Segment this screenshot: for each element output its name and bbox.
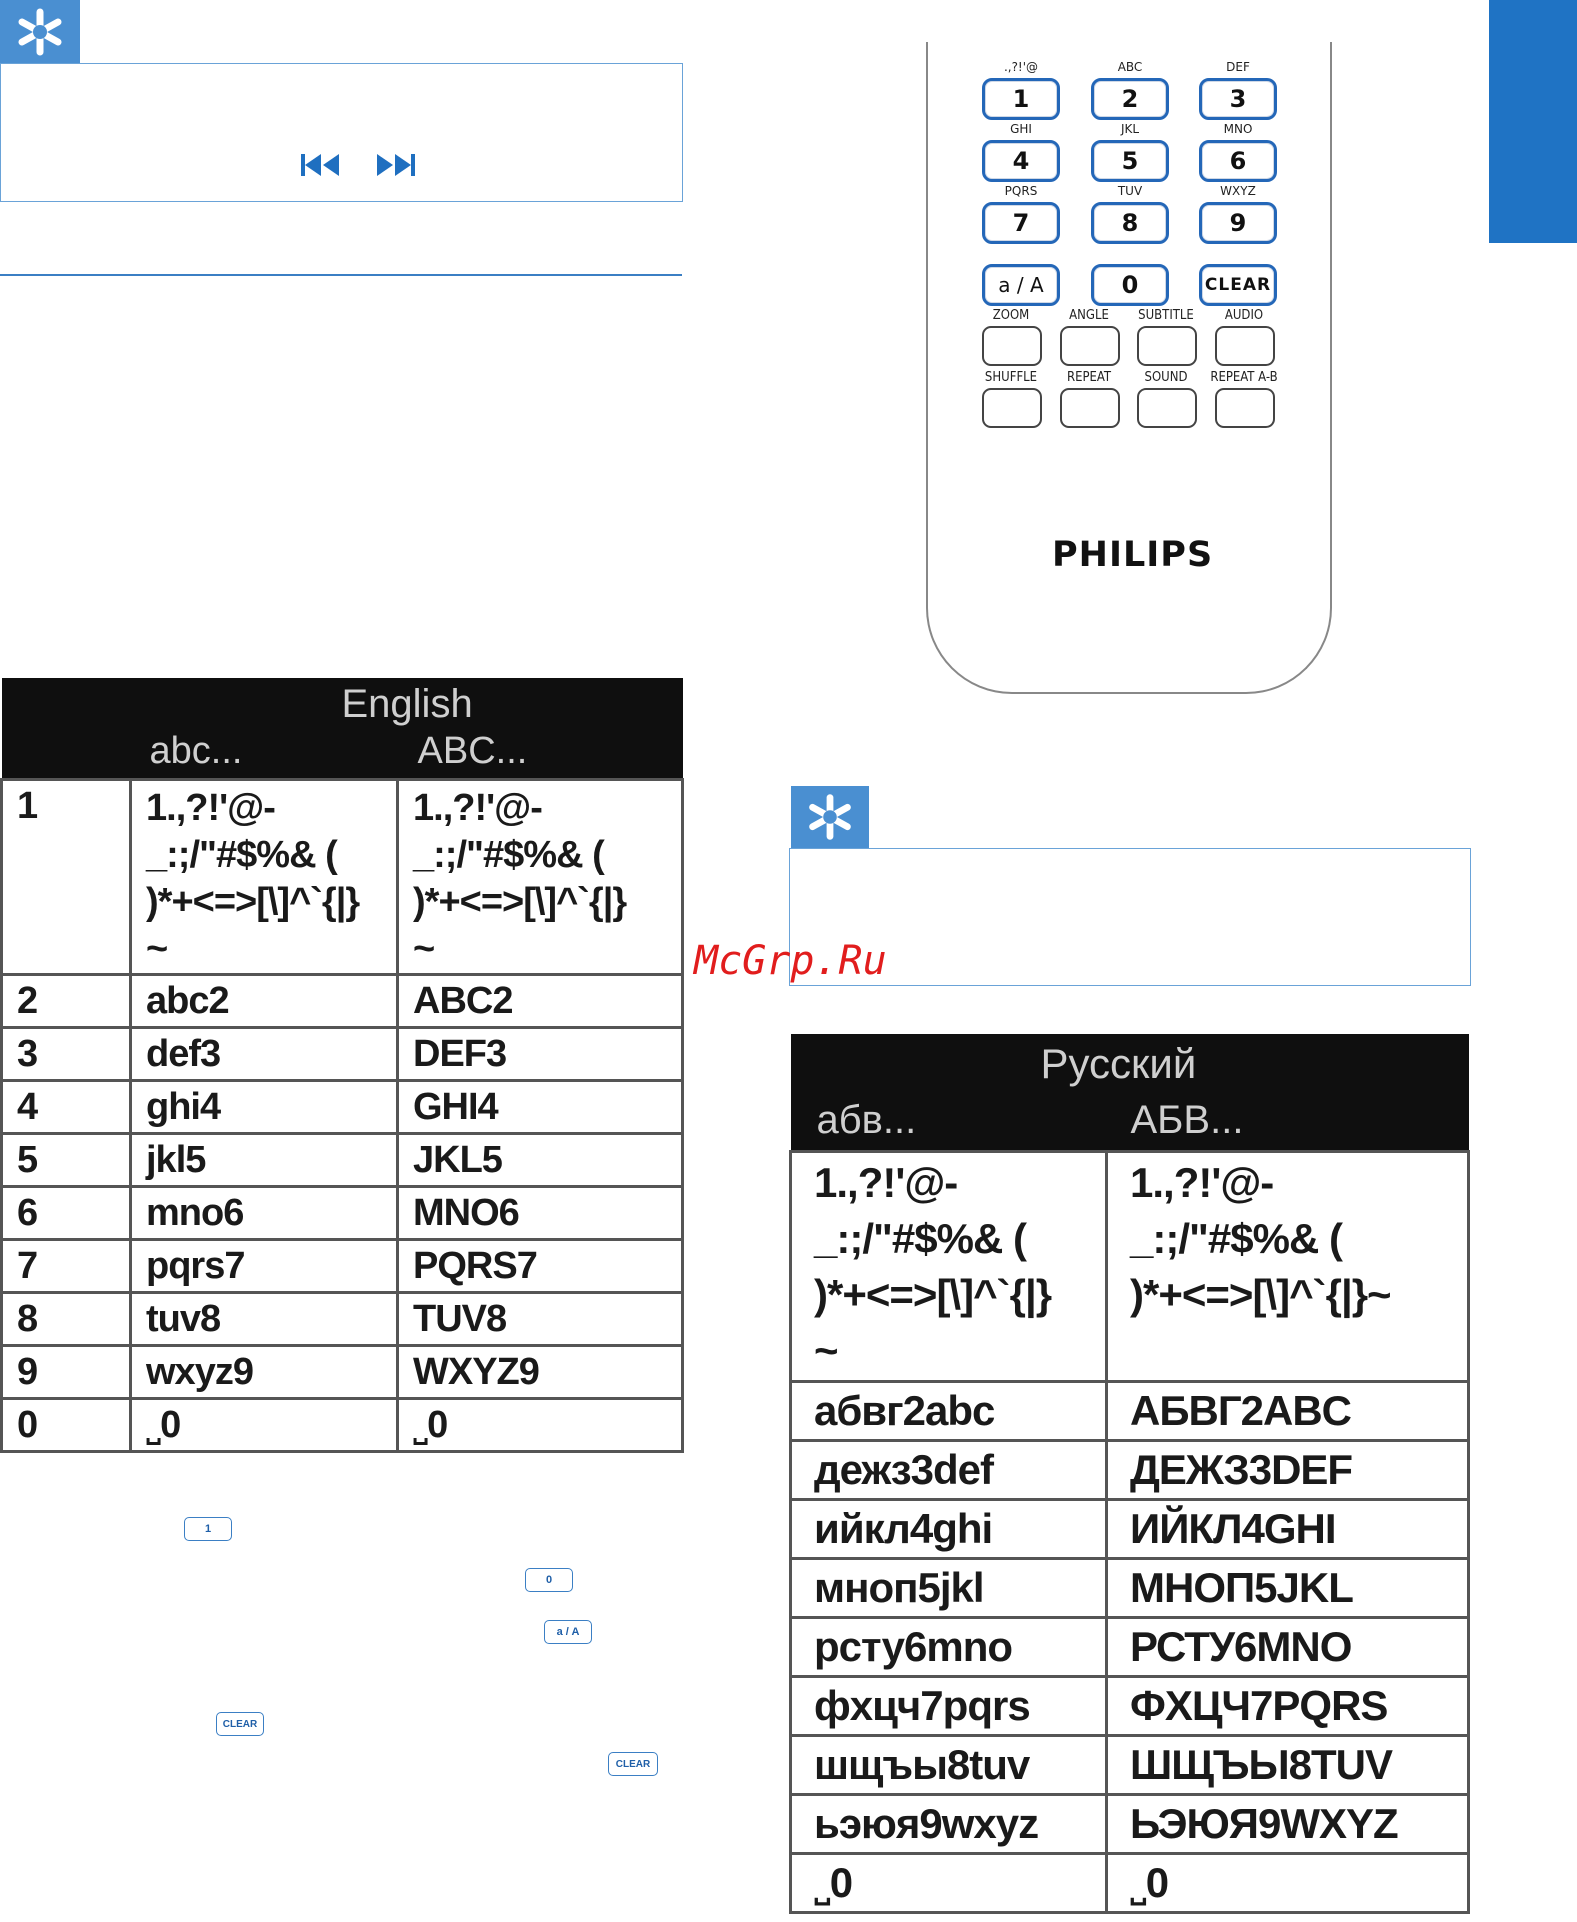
digit-key-1[interactable]: 1 xyxy=(982,78,1060,120)
key-caption: WXYZ xyxy=(1220,184,1256,198)
tip-box xyxy=(0,63,683,202)
function-key[interactable] xyxy=(1215,326,1275,366)
table-cell: tuv8 xyxy=(131,1293,398,1346)
table-cell: РСТУ6MNO xyxy=(1107,1618,1469,1677)
function-key-label: ANGLE xyxy=(1069,308,1109,323)
table-cell: 6 xyxy=(2,1187,131,1240)
symbols-lower: 1.,?!'@- _:;/"#$%& ( )*+<=>[\]^`{|} ~ xyxy=(791,1152,1107,1382)
key-caption: PQRS xyxy=(1004,184,1038,198)
digit-key-3[interactable]: 3 xyxy=(1199,78,1277,120)
table-cell: 8 xyxy=(2,1293,131,1346)
table-cell: jkl5 xyxy=(131,1134,398,1187)
symbols-upper: 1.,?!'@- _:;/"#$%& ( )*+<=>[\]^`{|}~ xyxy=(1107,1152,1469,1382)
symbols-lower: 1.,?!'@- _:;/"#$%& ( )*+<=>[\]^`{|} ~ xyxy=(131,780,398,975)
tip-badge xyxy=(791,786,869,848)
table-cell: wxyz9 xyxy=(131,1346,398,1399)
table-cell: шщъы8tuv xyxy=(791,1736,1107,1795)
function-key-label: REPEAT A-B xyxy=(1210,370,1278,385)
table-cell: WXYZ9 xyxy=(398,1346,683,1399)
key-caption: TUV xyxy=(1117,184,1143,198)
inline-key-clear: CLEAR xyxy=(216,1712,264,1736)
table-cell: мноп5jkl xyxy=(791,1559,1107,1618)
function-key[interactable] xyxy=(1060,388,1120,428)
inline-key-case: a / A xyxy=(544,1620,592,1644)
table-cell: МНОП5JKL xyxy=(1107,1559,1469,1618)
table-row xyxy=(2,1134,683,1187)
upper-header: АБВ... xyxy=(1130,1098,1244,1142)
lower-header: abc... xyxy=(149,730,243,772)
function-key[interactable] xyxy=(982,326,1042,366)
table-cell: ийкл4ghi xyxy=(791,1500,1107,1559)
watermark: McGrp.Ru xyxy=(694,938,887,984)
key-caption: MNO xyxy=(1223,122,1253,136)
symbols-upper: 1.,?!'@- _:;/"#$%& ( )*+<=>[\]^`{|} ~ xyxy=(398,780,683,975)
function-key[interactable] xyxy=(1137,388,1197,428)
case-toggle-key[interactable]: a / A xyxy=(982,264,1060,306)
digit-key-5[interactable]: 5 xyxy=(1091,140,1169,182)
brand-logo: PHILIPS xyxy=(1052,535,1214,575)
table-cell: DEF3 xyxy=(398,1028,683,1081)
key-caption: .,?!'@ xyxy=(1003,60,1039,74)
function-key-label: AUDIO xyxy=(1224,308,1264,323)
tip-asterisk-icon xyxy=(0,0,80,64)
table-row xyxy=(2,1081,683,1134)
upper-header: ABC... xyxy=(417,730,528,772)
table-cell: дежз3def xyxy=(791,1441,1107,1500)
table-cell: ФХЦЧ7PQRS xyxy=(1107,1677,1469,1736)
table-row xyxy=(791,1618,1469,1677)
table-cell: ˽0 xyxy=(131,1399,398,1452)
table-cell: 7 xyxy=(2,1240,131,1293)
table-cell: 3 xyxy=(2,1028,131,1081)
function-key[interactable] xyxy=(1137,326,1197,366)
table-cell: GHI4 xyxy=(398,1081,683,1134)
table-cell: ghi4 xyxy=(131,1081,398,1134)
table-cell: ДЕЖЗ3DEF xyxy=(1107,1441,1469,1500)
table-row xyxy=(791,1795,1469,1854)
function-key[interactable] xyxy=(1215,388,1275,428)
table-cell: ШЩЪЫ8TUV xyxy=(1107,1736,1469,1795)
function-key[interactable] xyxy=(1060,326,1120,366)
table-cell: mno6 xyxy=(131,1187,398,1240)
table-row xyxy=(2,1346,683,1399)
inline-key-1: 1 xyxy=(184,1517,232,1541)
table-row xyxy=(2,1399,683,1452)
table-cell: ьэюя9wxyz xyxy=(791,1795,1107,1854)
table-cell: MNO6 xyxy=(398,1187,683,1240)
table-cell: 0 xyxy=(2,1399,131,1452)
table-cell: 2 xyxy=(2,975,131,1028)
inline-key-clear: CLEAR xyxy=(608,1752,658,1776)
table-cell: pqrs7 xyxy=(131,1240,398,1293)
table-cell: ИЙКЛ4GHI xyxy=(1107,1500,1469,1559)
function-key-label: REPEAT xyxy=(1066,370,1112,385)
tip-badge xyxy=(0,0,80,64)
digit-key-9[interactable]: 9 xyxy=(1199,202,1277,244)
skip-next-icon xyxy=(373,152,417,178)
key-caption: GHI xyxy=(1010,122,1032,136)
function-key-label: SOUND xyxy=(1144,370,1188,385)
key-caption: ABC xyxy=(1117,60,1143,74)
lower-header: абв... xyxy=(816,1098,917,1142)
function-key-label: SHUFFLE xyxy=(984,370,1038,385)
table-row xyxy=(2,1293,683,1346)
table-row xyxy=(791,1736,1469,1795)
key-caption: JKL xyxy=(1120,122,1140,136)
table-cell: АБВГ2ABC xyxy=(1107,1382,1469,1441)
digit-key-7[interactable]: 7 xyxy=(982,202,1060,244)
table-cell: TUV8 xyxy=(398,1293,683,1346)
section-tab xyxy=(1489,0,1577,243)
table-row xyxy=(2,1187,683,1240)
key-caption: DEF xyxy=(1226,60,1250,74)
table-cell: абвг2abc xyxy=(791,1382,1107,1441)
table-cell: PQRS7 xyxy=(398,1240,683,1293)
zero-key[interactable]: 0 xyxy=(1091,264,1169,306)
english-char-table xyxy=(0,678,684,1453)
function-key-label: ZOOM xyxy=(992,308,1030,323)
table-cell: 9 xyxy=(2,1346,131,1399)
table-row xyxy=(791,1559,1469,1618)
digit-key-6[interactable]: 6 xyxy=(1199,140,1277,182)
digit-key-2[interactable]: 2 xyxy=(1091,78,1169,120)
function-key[interactable] xyxy=(982,388,1042,428)
table-cell: abc2 xyxy=(131,975,398,1028)
table-cell: ЬЭЮЯ9WXYZ xyxy=(1107,1795,1469,1854)
table-cell: фхцч7pqrs xyxy=(791,1677,1107,1736)
section-rule xyxy=(0,274,682,276)
table-row xyxy=(791,1441,1469,1500)
table-cell: ˽0 xyxy=(791,1854,1107,1913)
tip-box xyxy=(789,848,1471,986)
table-cell: 4 xyxy=(2,1081,131,1134)
table-cell: 5 xyxy=(2,1134,131,1187)
clear-key[interactable]: CLEAR xyxy=(1199,264,1277,306)
table-language: Русский xyxy=(1040,1040,1197,1087)
tip-asterisk-icon xyxy=(791,786,869,848)
table-cell: рсту6mno xyxy=(791,1618,1107,1677)
key-cell: 1 xyxy=(2,780,131,975)
table-row xyxy=(2,1240,683,1293)
skip-previous-icon xyxy=(299,152,343,178)
table-row xyxy=(2,1028,683,1081)
table-cell: ˽0 xyxy=(1107,1854,1469,1913)
table-row xyxy=(2,975,683,1028)
table-cell: def3 xyxy=(131,1028,398,1081)
table-cell: JKL5 xyxy=(398,1134,683,1187)
table-row xyxy=(791,1677,1469,1736)
table-row xyxy=(791,1854,1469,1913)
function-key-label: SUBTITLE xyxy=(1138,308,1194,323)
digit-key-8[interactable]: 8 xyxy=(1091,202,1169,244)
table-cell: ABC2 xyxy=(398,975,683,1028)
table-language: English xyxy=(341,682,473,726)
table-row xyxy=(791,1500,1469,1559)
table-cell: ˽0 xyxy=(398,1399,683,1452)
russian-char-table xyxy=(789,1034,1470,1914)
inline-key-0: 0 xyxy=(525,1568,573,1592)
table-row xyxy=(791,1382,1469,1441)
digit-key-4[interactable]: 4 xyxy=(982,140,1060,182)
